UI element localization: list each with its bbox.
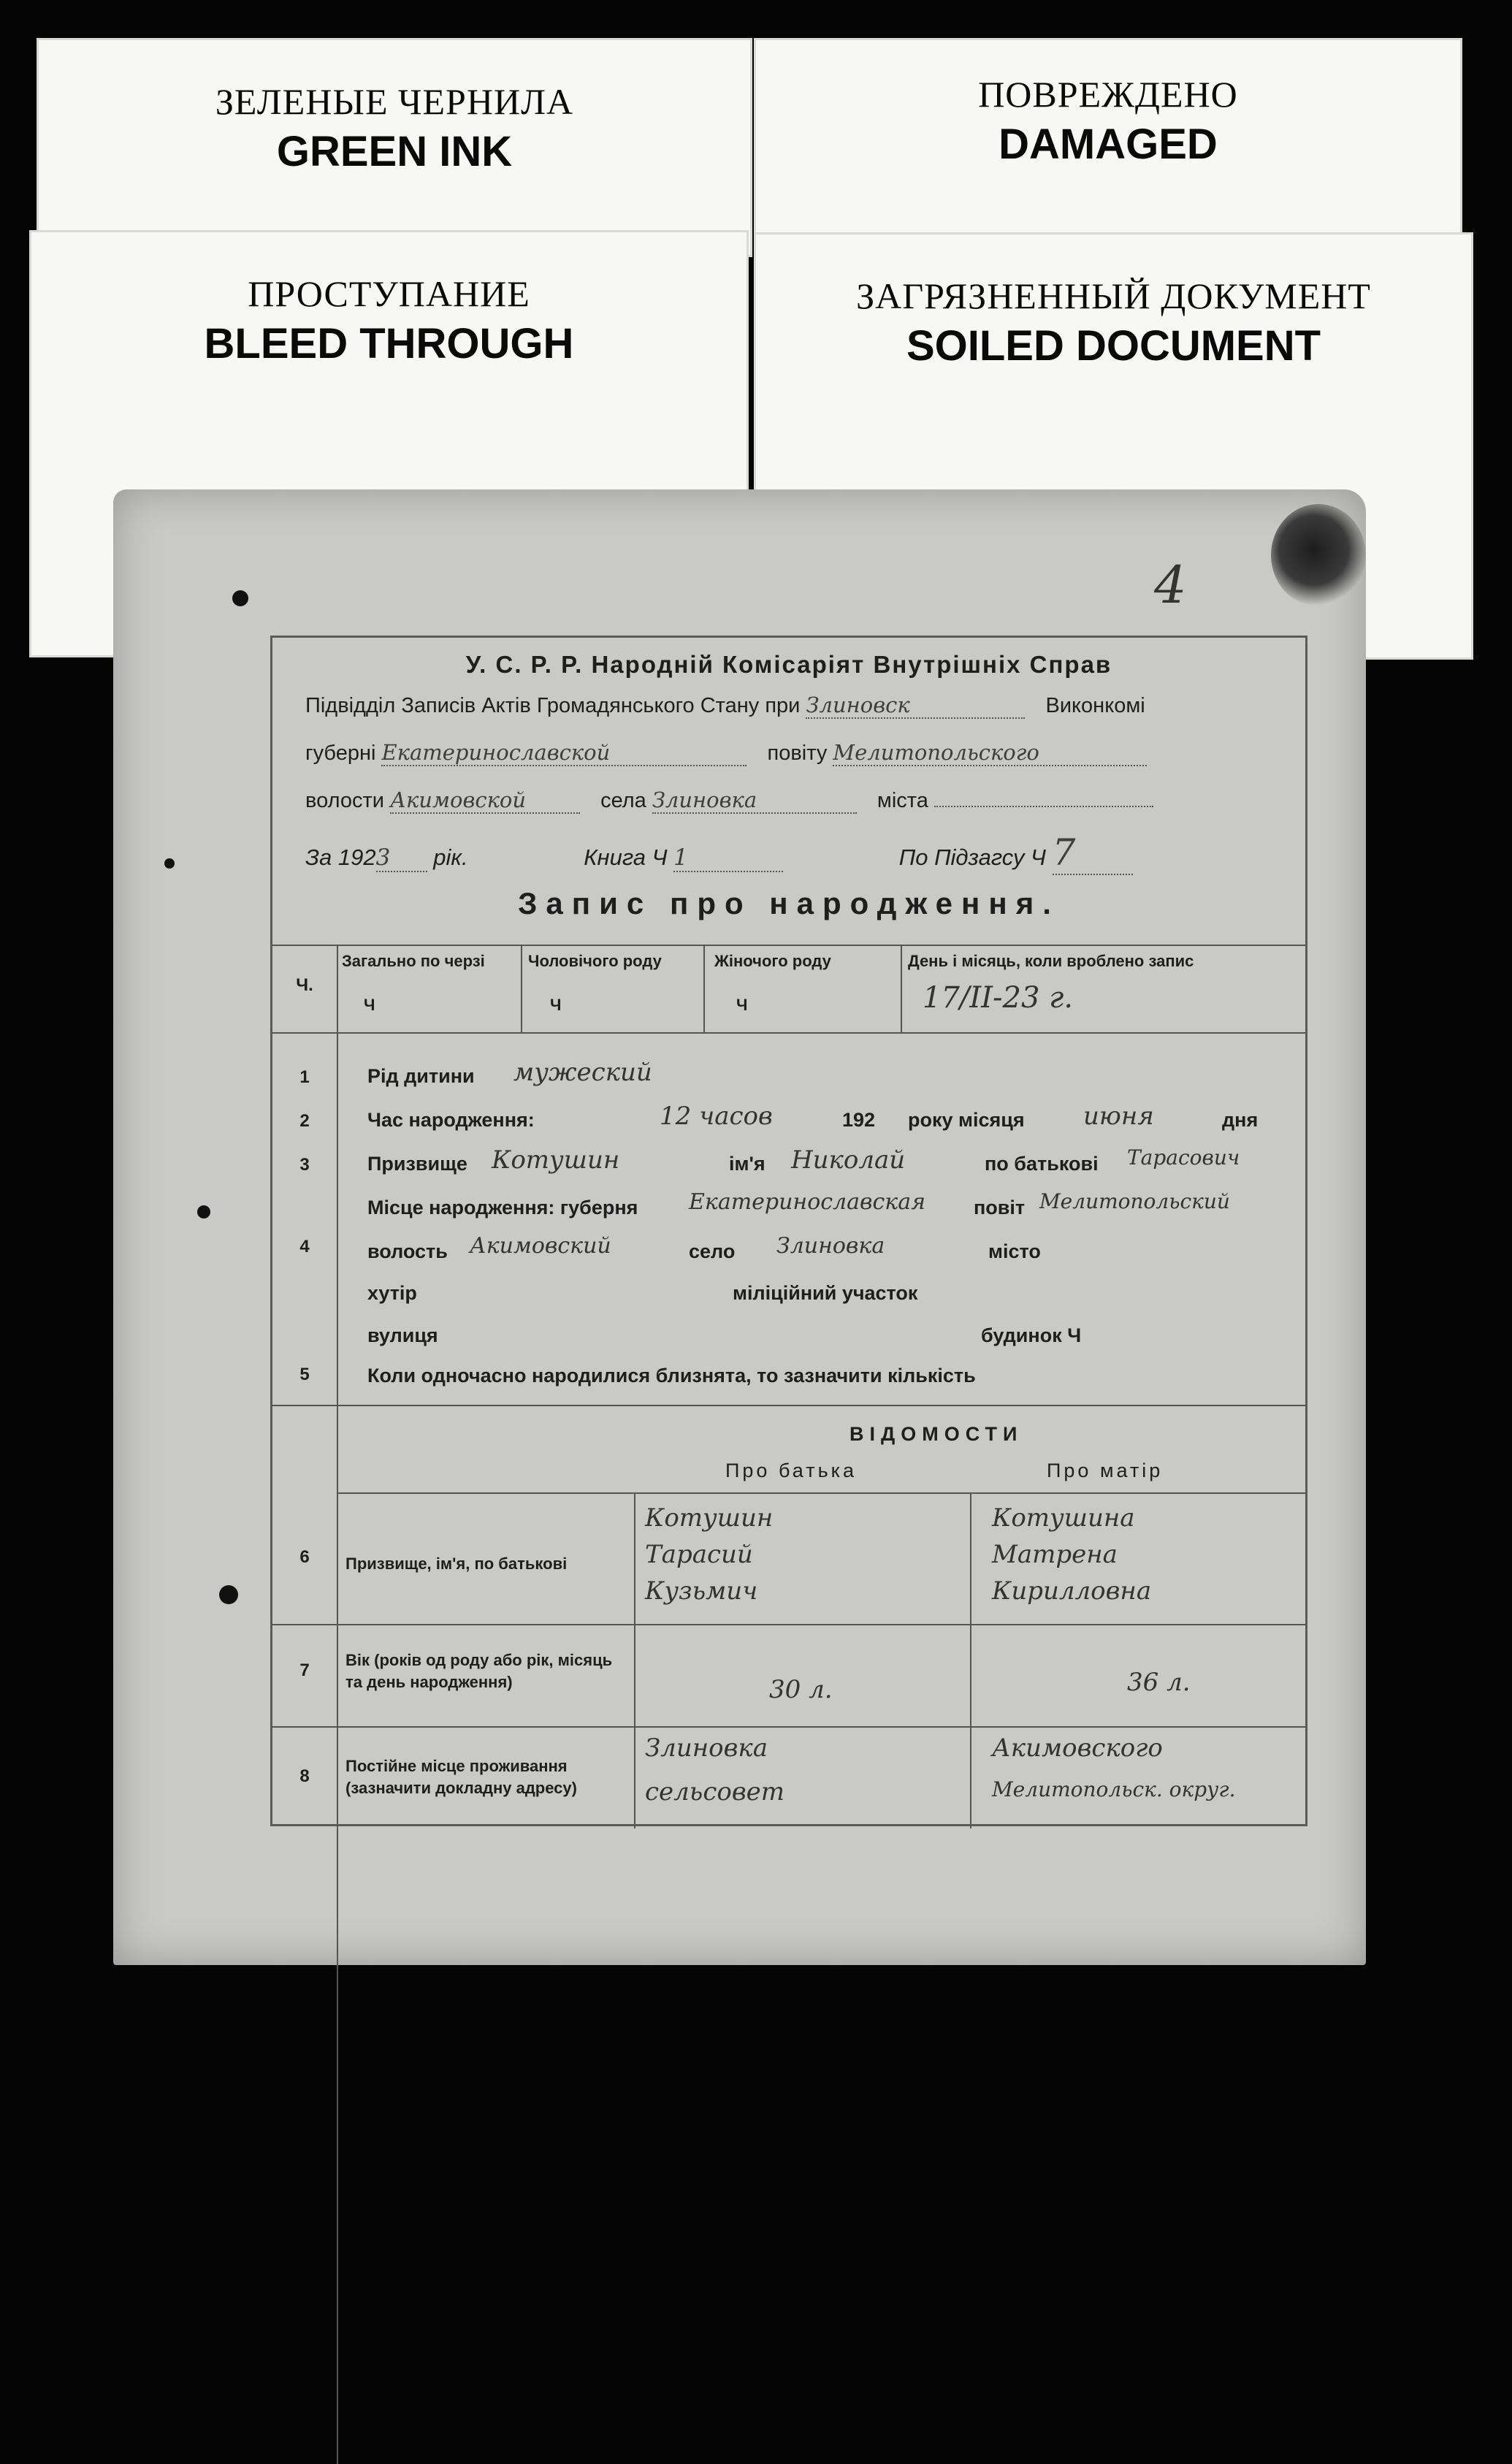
subrecord-label: По Підзагсу Ч (898, 844, 1046, 870)
r4-gubernia: Екатеринославская (689, 1189, 925, 1215)
table-rule (970, 1492, 971, 1828)
about-mother: Про матір (1047, 1460, 1164, 1481)
bleed-through-en: BLEED THROUGH (204, 320, 574, 367)
table-rule (521, 945, 522, 1032)
r5-label: Коли одночасно народилися близнята, то зазначити кількість (367, 1365, 976, 1387)
table-rule (272, 1405, 1305, 1406)
father-address-2: сельсовет (645, 1777, 784, 1807)
ink-stain (1271, 504, 1366, 606)
r4-volost: Акимовский (470, 1233, 611, 1259)
year-digit: 3 (376, 844, 427, 872)
green-ink-card (37, 38, 752, 257)
table-rule (703, 945, 705, 1032)
mother-surname: Котушина (992, 1503, 1135, 1533)
r6-label: Призвище, ім'я, по батькові (345, 1555, 568, 1573)
r3-surname-label: Призвище (367, 1153, 467, 1175)
green-ink-ru: ЗЕЛЕНЫЕ ЧЕРНИЛА (215, 81, 574, 122)
damaged-card (754, 38, 1462, 257)
row-number: 4 (299, 1237, 310, 1256)
volost-label: волости (305, 789, 384, 812)
ch-male: Ч (550, 996, 562, 1014)
date-value: 17/II-23 г. (923, 981, 1074, 1015)
r3-name-label: ім'я (729, 1153, 765, 1175)
selo-label: села (600, 789, 646, 812)
selo-value: Злиновка (652, 787, 857, 814)
father-address-1: Злиновка (645, 1733, 768, 1763)
table-rule (337, 945, 338, 2464)
year-line (305, 831, 1133, 875)
ch-general: Ч (364, 996, 375, 1014)
row-number: 5 (299, 1365, 310, 1384)
subdept-line (305, 693, 1145, 719)
damaged-ru: ПОВРЕЖДЕНО (978, 74, 1238, 115)
r2-day-label: дня (1222, 1109, 1259, 1131)
volost-value: Акимовской (390, 787, 580, 814)
table-rule (272, 1624, 1305, 1625)
punch-hole (232, 590, 248, 606)
punch-hole (164, 858, 175, 869)
r8-label: Постійне місце проживання (зазначити докладну адресу) (345, 1757, 577, 1797)
table-rule (337, 1492, 1305, 1494)
row-number: 8 (299, 1766, 310, 1786)
soiled-en: SOILED DOCUMENT (906, 322, 1321, 370)
r2-label: Час народження: (367, 1109, 535, 1131)
table-rule (272, 1726, 1305, 1728)
r7-label: Вік (років од роду або рік, місяць та день народження) (345, 1651, 613, 1691)
r1-label: Рід дитини (367, 1065, 475, 1087)
r4-khutir-label: хутір (367, 1282, 417, 1304)
r3-patronymic: Тарасович (1127, 1145, 1240, 1170)
bleed-through-ru: ПРОСТУПАНИЕ (248, 273, 530, 314)
about-father: Про батька (725, 1460, 858, 1481)
table-rule (901, 945, 902, 1032)
r3-patronymic-label: по батькові (985, 1153, 1099, 1175)
subdept-label: Підвідділ Записів Актів Громадянського Стану при (305, 694, 801, 717)
r3-surname: Котушин (492, 1145, 620, 1175)
book-label: Книга Ч (584, 844, 668, 870)
r4-selo-label: село (689, 1240, 736, 1262)
mother-address-1: Акимовского (992, 1733, 1163, 1763)
r2-year-label: року місяця (908, 1109, 1025, 1131)
mother-age: 36 л. (1127, 1668, 1191, 1697)
executive-label: Виконкомі (1045, 694, 1145, 717)
row-number: 2 (299, 1111, 310, 1131)
subdept-value: Злиновск (806, 693, 1025, 719)
misto-label: міста (877, 789, 928, 812)
row-number: 3 (299, 1155, 310, 1175)
gubernia-label: губерні (305, 741, 376, 765)
green-ink-en: GREEN INK (276, 128, 513, 175)
col-general: Загально по черзі (342, 952, 485, 970)
col-male: Чоловічого роду (528, 952, 662, 970)
col-date: День і місяць, коли вроблено запис (908, 952, 1194, 970)
volost-line (305, 787, 1153, 814)
father-patronymic: Кузьмич (645, 1576, 758, 1606)
num-header: Ч. (296, 975, 313, 995)
father-first-name: Тарасий (645, 1540, 753, 1569)
povit-label: повіту (767, 741, 828, 765)
povit-value: Мелитопольского (833, 740, 1147, 766)
info-title: ВІДОМОСТИ (849, 1423, 1023, 1445)
r4-povit: Мелитопольский (1039, 1189, 1230, 1213)
r4-militia-label: міліційний участок (733, 1282, 918, 1304)
col-female: Жіночого роду (714, 952, 831, 970)
r4-misto-label: місто (988, 1240, 1041, 1262)
form-header: У. С. Р. Р. Народній Комісаріят Внутрішніх Справ (465, 651, 1112, 678)
gubernia-value: Екатеринославской (381, 740, 747, 766)
soiled-ru: ЗАГРЯЗНЕННЫЙ ДОКУМЕНТ (856, 275, 1371, 316)
record-title: Запис про народження. (518, 886, 1060, 920)
r2-year: 192 (842, 1109, 876, 1131)
r2-month: июня (1083, 1102, 1154, 1131)
r4-street-label: вулиця (367, 1324, 438, 1346)
father-age: 30 л. (769, 1675, 833, 1704)
r4-house-label: будинок Ч (981, 1324, 1082, 1346)
table-rule (272, 945, 1305, 946)
mother-address-2: Мелитопольск. округ. (992, 1777, 1236, 1801)
row-number: 7 (299, 1660, 310, 1680)
birth-record-form (270, 636, 1307, 1826)
table-rule (634, 1492, 635, 1828)
subrecord-value: 7 (1053, 831, 1133, 875)
row-number: 6 (299, 1547, 310, 1567)
father-surname: Котушин (645, 1503, 774, 1533)
row-number: 1 (299, 1067, 310, 1087)
gubernia-line (305, 740, 1147, 766)
book-value: 1 (673, 844, 783, 872)
r4-place-label: Місце народження: губерня (367, 1197, 638, 1218)
table-rule (272, 1032, 1305, 1034)
year-prefix: За 192 (305, 844, 376, 870)
r4-povit-label: повіт (974, 1197, 1026, 1218)
year-suffix: рік. (433, 844, 468, 870)
punch-hole (197, 1205, 210, 1218)
punch-hole (219, 1585, 238, 1604)
r2-value: 12 часов (660, 1102, 773, 1131)
misto-value (934, 806, 1153, 807)
damaged-en: DAMAGED (999, 121, 1218, 168)
r1-value: мужеский (513, 1058, 652, 1087)
ch-female: Ч (736, 996, 748, 1014)
r4-volost-label: волость (367, 1240, 448, 1262)
mother-patronymic: Кирилловна (992, 1576, 1152, 1606)
r3-name: Николай (791, 1145, 906, 1175)
r4-selo: Злиновка (776, 1233, 885, 1259)
mother-first-name: Матрена (992, 1540, 1118, 1569)
corner-mark: 4 (1154, 555, 1187, 615)
